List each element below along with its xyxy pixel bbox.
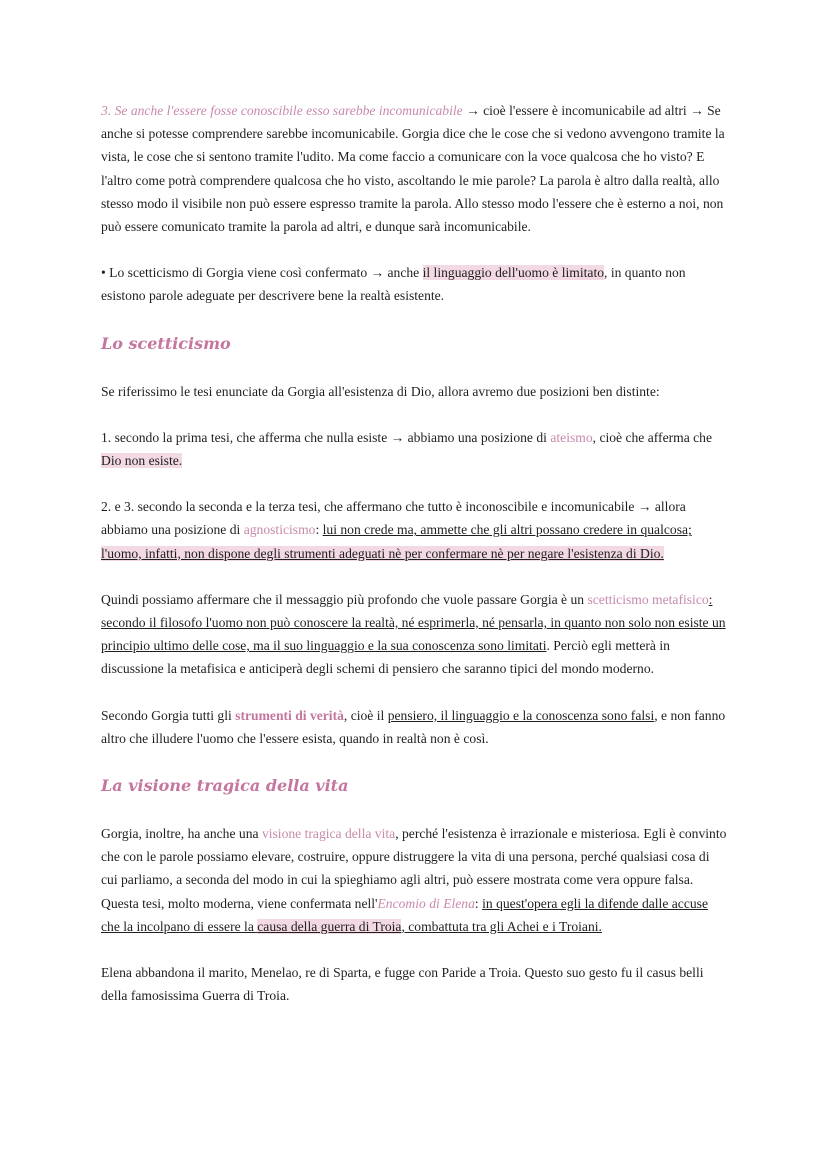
term-visione-tragica: visione tragica della vita [261,826,396,842]
document-content [101,99,729,1007]
vision-underlined-b: , combattuta tra gli Achei e i Troiani. [401,918,602,934]
paragraph-point-two [101,495,729,565]
truth-text-after: , e non fanno altro che illudere l'uomo che l'essere esista, quando in realtà non è così. [101,707,726,746]
vision-colon: : [474,895,483,911]
paragraph-point-one [101,426,729,472]
paragraph-god: Se riferissimo le tesi enunciate da Gorgia all'esistenza di Dio, allora avremo due posizioni ben distinte: [101,383,660,399]
point-two-underlined: lui non crede ma, ammette che gli altri possano credere in qualcosa; [322,522,692,538]
third-thesis-label: 3. Se anche l'essere fosse conoscibile esso sarebbe incomunicabile [101,103,463,118]
vision-text: Gorgia, inoltre, ha anche una [101,826,262,842]
bullet-text-before: • Lo scetticismo di Gorgia viene così confermato → anche [101,265,423,281]
vision-underlined-a: in quest'opera egli la difende dalle accuse che la incolpano di essere la [101,895,708,934]
term-scetticismo-metafisico: scetticismo metafisico [587,591,709,607]
term-agnosticismo: agnosticismo [243,522,316,538]
third-thesis-text: → cioè l'essere è incomunicabile ad altri → Se anche si potesse comprendere sarebbe incomunicabile. Gorgia dice che le cose che si vedono avvengono tramite la vista, le cose che si sentono tramite l'udito. Ma come faccio a comunicare con la voce qualcosa che ho visto? E l'altro come potrà comprendere qualcosa che ho visto, ascoltando le mie parole? La parola è altro dalla realtà, allo stesso modo il visibile non può essere espresso tramite la parola. Allo stesso modo l'essere che è esterno a noi, non può essere comunicato tramite la parola ad altri, e dunque sarà incomunicabile. [101,103,725,235]
heading-visione-tragica: La visione tragica della vita [101,776,349,796]
work-title-encomio: Encomio di Elena [377,895,475,911]
bullet-highlight: il linguaggio dell'uomo è limitato [422,265,605,281]
point-one-middle: , cioè che afferma che [592,429,713,445]
paragraph-message [101,588,729,681]
paragraph-skepticism-bullet [101,261,729,307]
message-text-after: . Perciò egli metterà in discussione la metafisica e anticiperà degli schemi di pensiero che saranno tipici del mondo moderno. [101,638,670,677]
term-ateismo: ateismo [550,429,593,445]
term-strumenti-di-verita: strumenti di verità [235,707,344,723]
point-two-highlight: l'uomo, infatti, non dispone degli strumenti adeguati nè per confermare nè per negare l'esistenza di Dio. [101,545,664,561]
message-text: Quindi possiamo affermare che il messaggio più profondo che vuole passare Gorgia è un [101,591,588,607]
point-one-text: 1. secondo la prima tesi, che afferma che nulla esiste → abbiamo una posizione di [101,429,551,445]
paragraph-vision [101,822,729,938]
truth-text: Secondo Gorgia tutti gli [101,707,236,723]
paragraph-truth [101,704,729,750]
message-underlined: : secondo il filosofo l'uomo non può conoscere la realtà, né esprimerla, né pensarla, in quanto non solo non esiste un principio ultimo delle cose, ma il suo linguaggio e la sua conoscenza sono limitati [101,591,726,654]
heading-scetticismo: Lo scetticismo [101,333,231,353]
vision-highlight: causa della guerra di Troia [257,918,402,934]
truth-middle: , cioè il [343,707,388,723]
point-two-text: 2. e 3. secondo la seconda e la terza tesi, che affermano che tutto è inconoscibile e incomunicabile → allora abbiamo una posizione di [101,499,686,538]
paragraph-elena: Elena abbandona il marito, Menelao, re di Sparta, e fugge con Paride a Troia. Questo suo gesto fu il casus belli della famosissima Guerra di Troia. [101,965,704,1004]
point-two-colon: : [315,522,323,538]
paragraph-third-thesis [101,99,729,238]
bullet-text-after: , in quanto non esistono parole adeguate per descrivere bene la realtà esistente. [101,265,686,304]
point-one-highlight: Dio non esiste. [101,453,183,469]
truth-underlined: pensiero, il linguaggio e la conoscenza sono falsi [387,707,655,723]
vision-middle: , perché l'esistenza è irrazionale e misteriosa. Egli è convinto che con le parole possiamo elevare, costruire, oppure distruggere la vita di una persona, perché qualsiasi cosa di cui parliamo, a seconda del modo in cui la spieghiamo agli altri, può essere mostrata come vera oppure falsa. Questa tesi, molto moderna, viene confermata nell' [101,826,727,911]
